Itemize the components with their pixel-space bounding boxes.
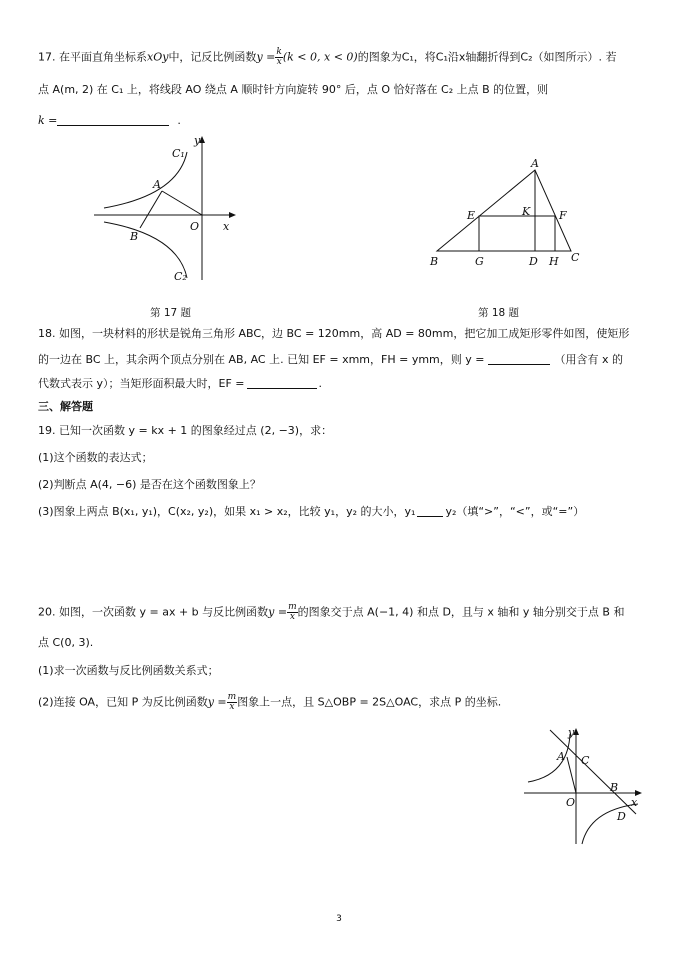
section-heading: 三、解答题: [38, 400, 93, 413]
fig17-x-arrow: [229, 212, 236, 218]
q20-part2-frac-num: m: [227, 692, 237, 702]
figure-17-caption: 第 17 题: [150, 307, 192, 319]
q17-frac-num: k: [276, 47, 282, 57]
q20-line1: [38, 603, 624, 622]
q19-part2: (2)判断点 A(4, −6) 是否在这个函数图象上？: [38, 478, 261, 491]
q19-stem: 19. 已知一次函数 y = kx + 1 的图象经过点 (2, −3)，求：: [38, 424, 333, 437]
q17-line2: 点 A(m, 2) 在 C₁ 上，将线段 AO 绕点 A 顺时针方向旋转 90° 后，点 O 恰好落在 C₂ 上点 B 的位置，则: [38, 83, 549, 96]
fig20-label-c: C: [581, 754, 590, 767]
fig17-label-a: A: [153, 178, 161, 191]
fig18-label-b: B: [430, 255, 439, 268]
fig20-label-y: y: [568, 726, 575, 739]
q19-part3-text-b: y₂（填“>”，“<”，或“=”）: [445, 505, 585, 518]
fig18-label-d: D: [529, 255, 538, 268]
q20-part2-fraction: [227, 693, 238, 712]
fig17-label-x: x: [223, 220, 230, 233]
q20-part2-text-b: 图象上一点，且 S△OBP = 2S△OAC，求点 P 的坐标.: [237, 695, 502, 709]
q17-text-c: 的图象为C₁，将C₁沿x轴翻折得到C₂（如图所示）. 若: [357, 50, 617, 64]
fig20-line-ab: [550, 730, 636, 814]
q17-end: .: [177, 114, 181, 127]
fig18-label-a: A: [531, 157, 539, 170]
fig18-label-e: E: [467, 209, 476, 222]
fig17-label-c2: C₂: [174, 270, 187, 283]
fig20-label-b: B: [610, 781, 619, 794]
q20-line2: 点 C(0, 3).: [38, 636, 94, 649]
fig20-curve-right: [582, 804, 638, 844]
figure-20: [518, 720, 648, 850]
q19-part3: [38, 505, 584, 519]
q18-y-blank[interactable]: [488, 353, 550, 365]
fig20-label-a: A: [557, 750, 565, 763]
q17-answer-blank[interactable]: [57, 114, 169, 126]
q18-line1: 18. 如图，一块材料的形状是锐角三角形 ABC，边 BC = 120mm，高 AD = 80mm，把它加工成矩形零件如图，使矩形: [38, 327, 630, 340]
q19-part1: (1)这个函数的表达式；: [38, 451, 153, 464]
q17-text-b: 中，记反比例函数: [168, 50, 257, 64]
q20-fn: y =: [268, 605, 288, 619]
q20-frac-num: m: [288, 602, 297, 612]
q18-text-d: .: [318, 377, 322, 390]
page-number: 3: [336, 914, 342, 924]
fig18-label-g: G: [475, 255, 484, 268]
q17-xoy: xOy: [147, 50, 169, 64]
q20-part2: [38, 693, 501, 712]
q18-line3: [38, 377, 322, 391]
q20-part2-fn: y =: [207, 695, 227, 709]
q17-line1: [38, 48, 617, 67]
q18-text-c: 代数式表示 y）；当矩形面积最大时，EF =: [38, 377, 245, 390]
q18-ef-blank[interactable]: [247, 377, 317, 389]
q17-text-a: 17. 在平面直角坐标系: [38, 50, 147, 64]
fig18-triangle: [437, 170, 571, 251]
q20-frac-den: x: [289, 612, 295, 622]
q20-fraction: [287, 603, 298, 622]
q20-part2-frac-den: x: [229, 702, 235, 712]
fig18-label-h: H: [549, 255, 559, 268]
q20-text-b: 的图象交于点 A(−1, 4) 和点 D，且与 x 轴和 y 轴分别交于点 B 和: [297, 605, 625, 619]
fig17-label-b: B: [130, 230, 139, 243]
figure-18-caption: 第 18 题: [478, 307, 520, 319]
q20-part2-text-a: (2)连接 OA，已知 P 为反比例函数: [38, 695, 208, 709]
fig17-label-y: y: [194, 134, 201, 147]
fig20-segment-oa: [567, 757, 576, 793]
q18-text-a: 的一边在 BC 上，其余两个顶点分别在 AB, AC 上. 已知 EF = xmm，FH = ymm，则 y =: [38, 353, 485, 366]
fig18-rectangle: [479, 216, 555, 251]
q17-frac-den: x: [276, 57, 282, 67]
q20-part1: (1)求一次函数与反比例函数关系式；: [38, 664, 219, 677]
fig17-segment-ao: [162, 191, 202, 215]
fig17-curve-c1: [104, 152, 187, 208]
fig20-label-d: D: [617, 810, 626, 823]
figure-17: [90, 130, 250, 300]
q18-line2: [38, 353, 623, 367]
fig20-label-x: x: [631, 796, 638, 809]
q17-fraction: [275, 48, 282, 67]
fig17-segment-ab: [140, 191, 162, 228]
q19-compare-blank[interactable]: [417, 505, 443, 517]
q19-part3-text-a: (3)图象上两点 B(x₁, y₁)，C(x₂, y₂)，如果 x₁ > x₂，比较 y₁，y₂ 的大小，y₁: [38, 505, 416, 518]
q17-condition: (k < 0, x < 0): [282, 50, 358, 64]
q20-text-a: 20. 如图，一次函数 y = ax + b 与反比例函数: [38, 605, 269, 619]
fig18-label-f: F: [559, 209, 567, 222]
q17-line3: [38, 114, 181, 128]
q18-text-b: （用含有 x 的: [554, 353, 623, 366]
fig17-label-c1: C₁: [172, 147, 185, 160]
fig17-label-o: O: [190, 220, 200, 233]
fig18-label-k: K: [522, 205, 531, 218]
figure-18: [425, 155, 595, 270]
q17-fn: y =: [256, 50, 276, 64]
q17-k: k =: [38, 114, 58, 127]
fig18-label-c: C: [571, 251, 580, 264]
fig20-label-o: O: [566, 796, 576, 809]
